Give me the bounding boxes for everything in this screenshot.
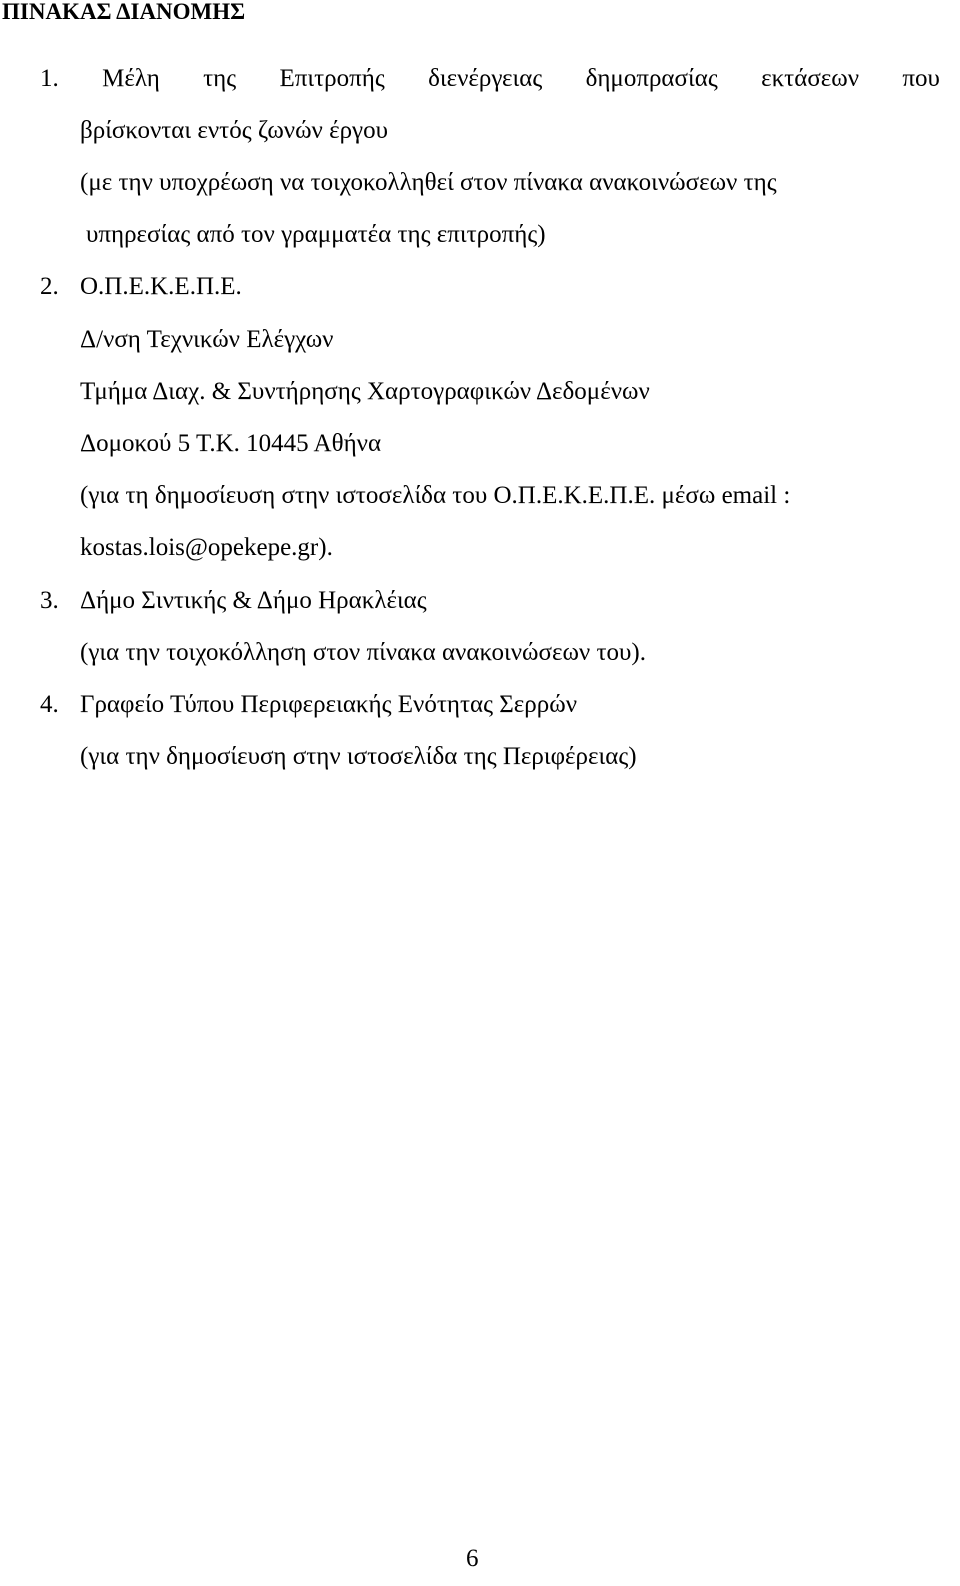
list-item-3-first-line: Δήμο Σιντικής & Δήμο Ηρακλέιας <box>80 587 427 614</box>
list-item-1-line: (με την υποχρέωση να τοιχοκολληθεί στον πίνακα ανακοινώσεων της <box>80 169 777 196</box>
list-item-4-line: (για την δημοσίευση στην ιστοσελίδα της Περιφέρειας) <box>80 743 637 770</box>
list-item-2-line: (για τη δημοσίευση στην ιστοσελίδα του Ο.Π.Ε.Κ.Ε.Π.Ε. μέσω email : <box>80 482 791 509</box>
list-item-3-number: 3. <box>40 587 59 614</box>
word: Επιτροπής <box>279 65 385 92</box>
word: δημοπρασίας <box>585 65 718 92</box>
page-number: 6 <box>466 1545 479 1572</box>
list-item-1-number: 1. <box>40 65 59 92</box>
word: Μέλη <box>102 65 160 92</box>
list-item-4-first-line: Γραφείο Τύπου Περιφερειακής Ενότητας Σερρών <box>80 691 577 718</box>
list-item-2-email-line: kostas.lois@opekepe.gr). <box>80 534 333 561</box>
word: εκτάσεων <box>761 65 860 92</box>
list-item-3-line: (για την τοιχοκόλληση στον πίνακα ανακοινώσεων του). <box>80 639 646 666</box>
list-item-1-line: βρίσκονται εντός ζωνών έργου <box>80 117 388 144</box>
word: της <box>203 65 237 92</box>
list-item-2-line: Τμήμα Διαχ. & Συντήρησης Χαρτογραφικών Δεδομένων <box>80 378 650 405</box>
list-item-2-first-line: Ο.Π.Ε.Κ.Ε.Π.Ε. <box>80 273 242 300</box>
list-item-1-line: υπηρεσίας από τον γραμματέα της επιτροπής) <box>86 221 546 248</box>
list-item-2-line: Δομοκού 5 Τ.Κ. 10445 Αθήνα <box>80 430 382 457</box>
word: που <box>902 65 940 92</box>
word: διενέργειας <box>428 65 543 92</box>
list-item-1-first-line <box>40 64 940 94</box>
list-item-4-number: 4. <box>40 691 59 718</box>
list-item-2-number: 2. <box>40 273 59 300</box>
list-item-2-line: Δ/νση Τεχνικών Ελέγχων <box>80 326 334 353</box>
document-title: ΠΙΝΑΚΑΣ ΔΙΑΝΟΜΗΣ <box>2 0 246 24</box>
